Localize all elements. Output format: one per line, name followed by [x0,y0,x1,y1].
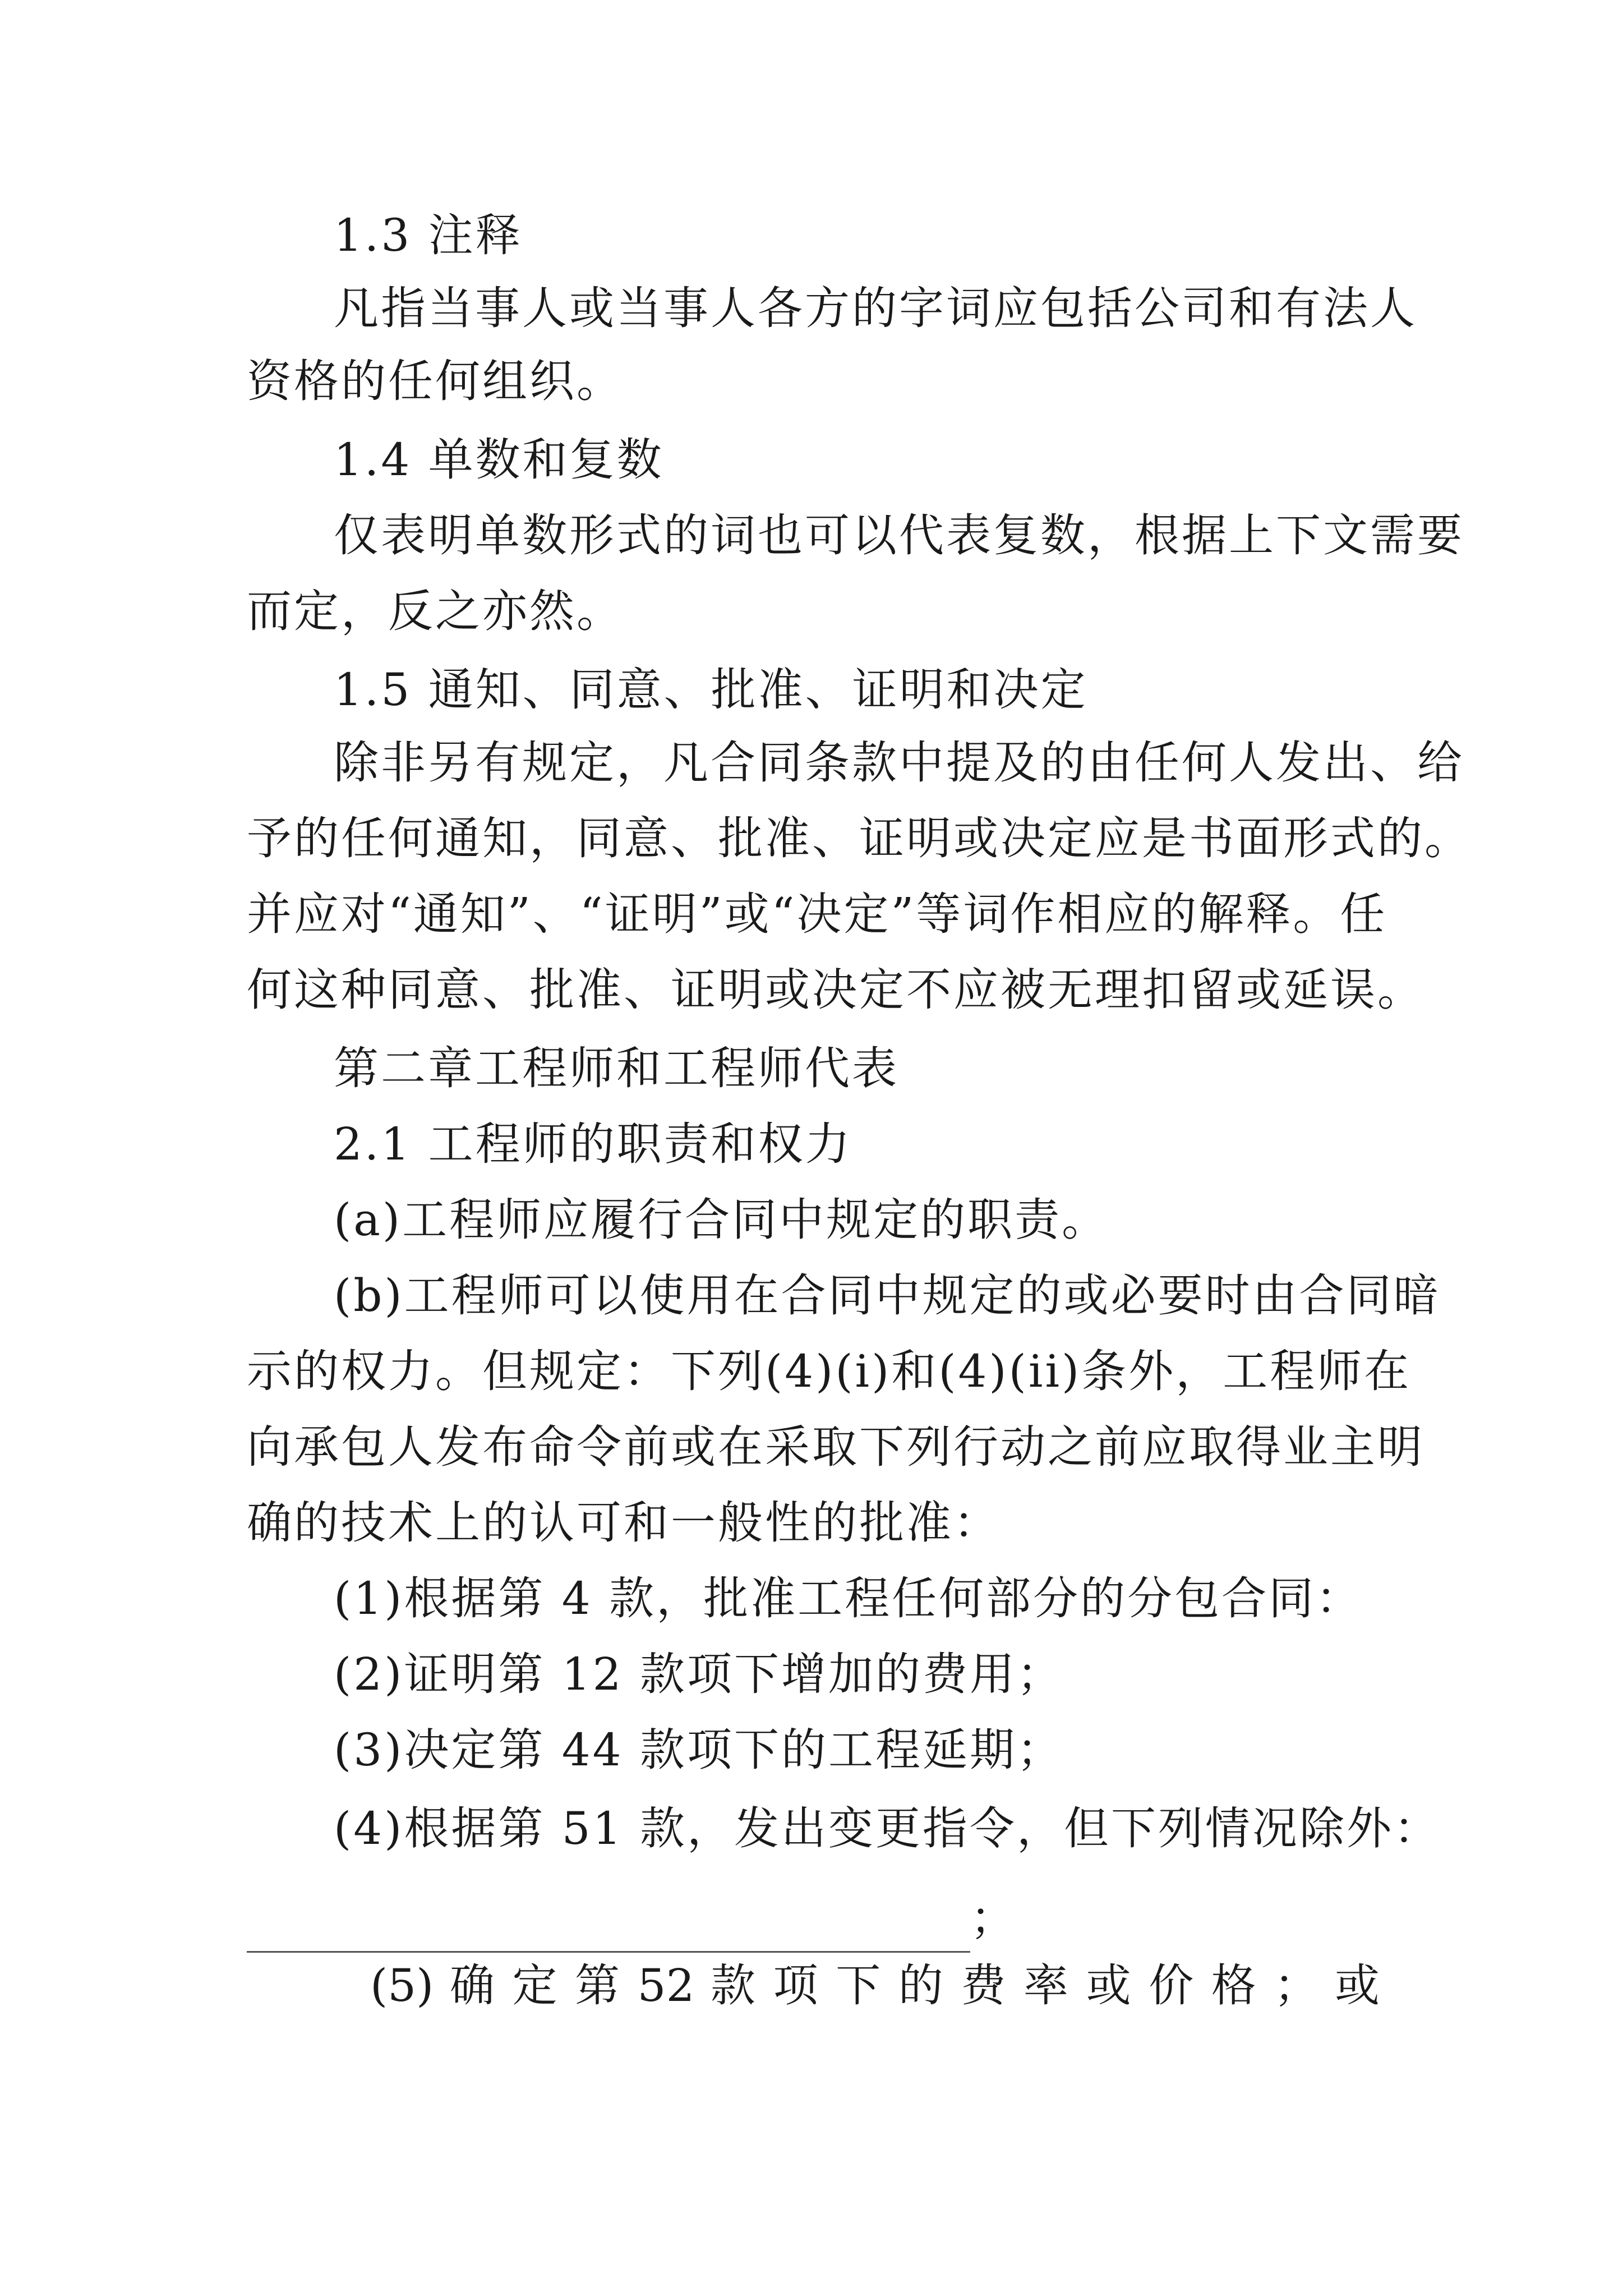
item-b-line-3: 向承包人发布命令前或在采取下列行动之前应取得业主明 [247,1421,1424,1473]
chapter-2-heading: 第二章工程师和工程师代表 [334,1042,899,1094]
section-1-3-heading: 1.3 注释 [334,209,523,261]
section-1-5-paragraph-line-3: 并应对“通知”、“证明”或“决定”等词作相应的解释。任 [247,888,1387,940]
section-1-5-heading: 1.5 通知、同意、批准、证明和决定 [334,664,1088,716]
section-2-1-heading: 2.1 工程师的职责和权力 [334,1118,852,1170]
section-1-3-paragraph-line-2: 资格的任何组织。 [247,355,624,407]
item-b-line-1: (b)工程师可以使用在合同中规定的或必要时由合同暗 [334,1269,1441,1322]
section-1-4-heading: 1.4 单数和复数 [334,434,664,486]
item-b-line-2: 示的权力。但规定：下列(4)(i)和(4)(ii)条外，工程师在 [247,1345,1412,1397]
section-1-5-paragraph-line-2: 予的任何通知，同意、批准、证明或决定应是书面形式的。 [247,812,1472,864]
list-item-3: (3)决定第 44 款项下的工程延期； [334,1724,1064,1776]
list-item-2: (2)证明第 12 款项下增加的费用； [334,1648,1064,1700]
section-1-4-paragraph-line-1: 仅表明单数形式的词也可以代表复数，根据上下文需要 [334,509,1464,562]
list-item-5: (5) 确 定 第 52 款 项 下 的 费 率 或 价 格 ； 或 [370,1959,1380,2012]
section-1-5-paragraph-line-1: 除非另有规定，凡合同条款中提及的由任何人发出、给 [334,737,1464,789]
item-a: (a)工程师应履行合同中规定的职责。 [334,1194,1109,1246]
section-1-3-paragraph-line-1: 凡指当事人或当事人各方的字词应包括公司和有法人 [334,282,1417,334]
section-1-5-paragraph-line-4: 何这种同意、批准、证明或决定不应被无理扣留或延误。 [247,964,1424,1016]
section-1-4-paragraph-line-2: 而定，反之亦然。 [247,585,624,637]
list-item-4: (4)根据第 51 款，发出变更指令，但下列情况除外： [334,1802,1441,1855]
list-item-1: (1)根据第 4 款，批准工程任何部分的分包合同： [334,1572,1363,1625]
fill-in-blank-line [247,1951,970,1953]
fill-in-blank-tail: ； [970,1892,1015,1944]
item-b-line-4: 确的技术上的认可和一般性的批准： [247,1497,1000,1549]
